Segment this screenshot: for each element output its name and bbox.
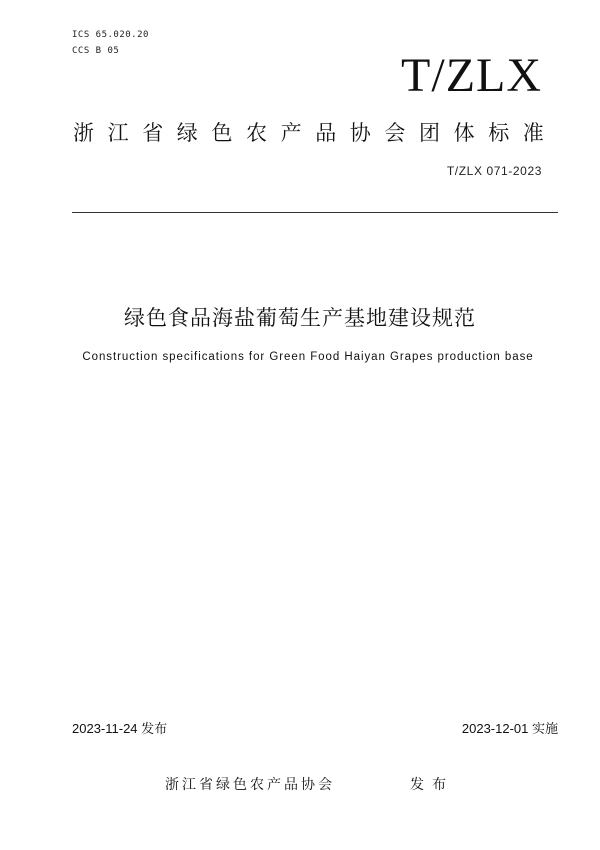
publish-label: 发布 [410,777,454,793]
document-title-english: Construction specifications for Green Food Haiyan Grapes production base [82,351,534,363]
issue-date: 2023-11-24 发布 [72,721,168,736]
implementation-date: 2023-12-01 实施 [461,721,558,736]
header-divider [72,212,558,213]
publisher-name: 浙江省绿色农产品协会 [165,777,335,793]
standard-number: T/ZLX 071-2023 [446,164,542,178]
organization-standard-title: 浙江省绿色农产品协会团体标准 [73,121,558,145]
standard-code-logo: T/ZLX [401,49,542,102]
document-title-chinese: 绿色食品海盐葡萄生产基地建设规范 [124,306,476,330]
ics-code: ICS 65.020.20 [72,30,149,40]
ccs-code: CCS B 05 [72,46,120,56]
